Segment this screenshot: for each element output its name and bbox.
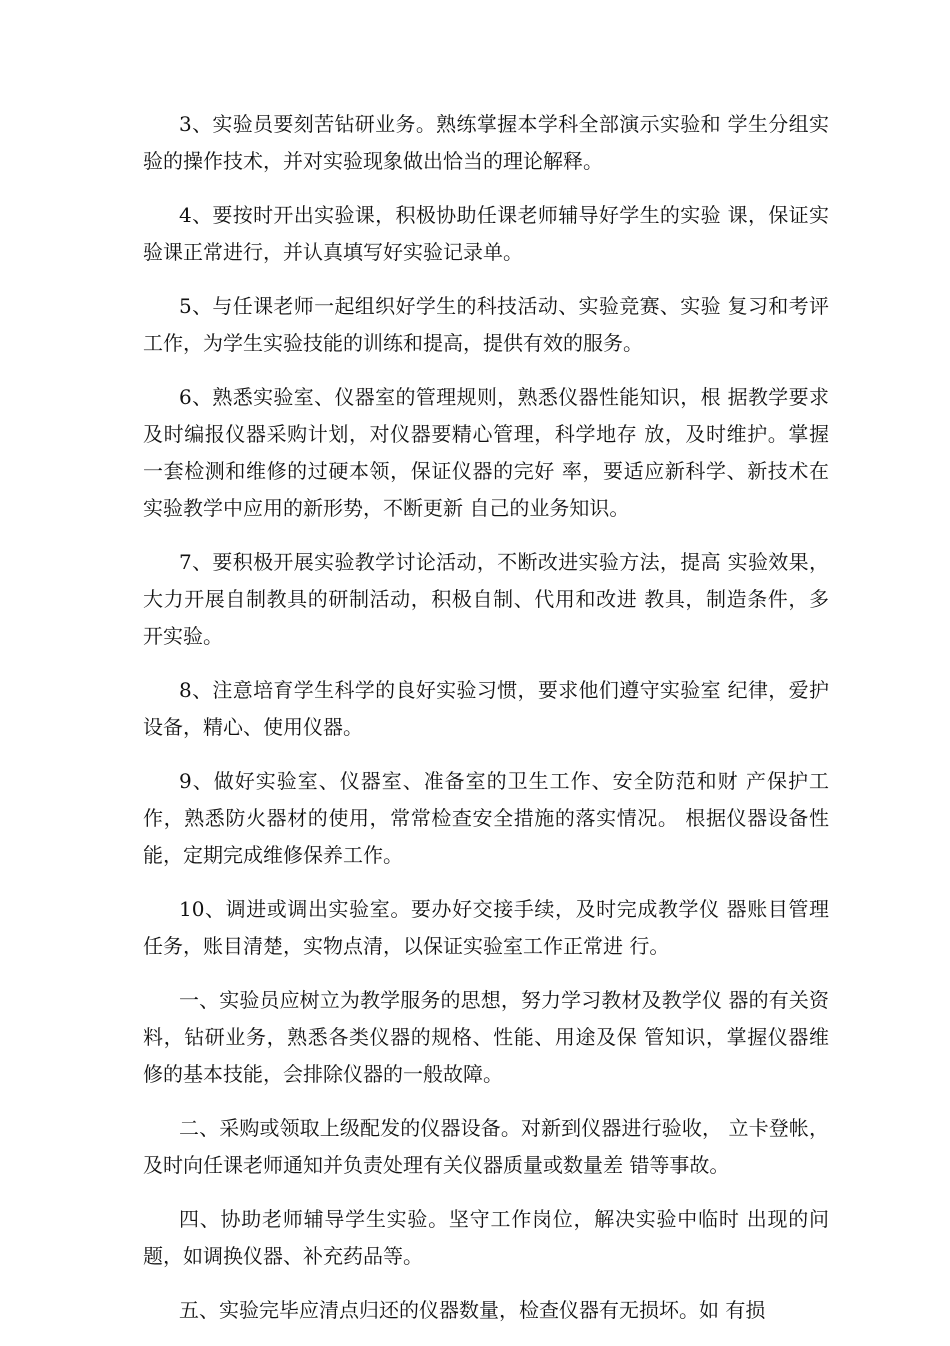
paragraph-item-9: 9、做好实验室、仪器室、准备室的卫生工作、安全防范和财 产保护工作，熟悉防火器材的使用，常常检查安全措施的落实情况。 根据仪器设备性能，定期完成维修保养工作。	[143, 769, 829, 867]
paragraph-section-1: 一、实验员应树立为教学服务的思想，努力学习教材及教学仪 器的有关资料，钻研业务，熟悉各类仪器的规格、性能、用途及保 管知识，掌握仪器维修的基本技能，会排除仪器的一般故障。	[143, 988, 829, 1086]
paragraph-item-3: 3、实验员要刻苦钻研业务。熟练掌握本学科全部演示实验和 学生分组实验的操作技术，并对实验现象做出恰当的理论解释。	[143, 112, 829, 173]
paragraph-item-8: 8、注意培育学生科学的良好实验习惯，要求他们遵守实验室 纪律，爱护设备，精心、使用仪器。	[143, 678, 829, 739]
document-body	[143, 106, 829, 1346]
paragraph-item-4: 4、要按时开出实验课，积极协助任课老师辅导好学生的实验 课，保证实验课正常进行，并认真填写好实验记录单。	[143, 203, 829, 264]
paragraph-item-6: 6、熟悉实验室、仪器室的管理规则，熟悉仪器性能知识，根 据教学要求及时编报仪器采购计划，对仪器要精心管理，科学地存 放，及时维护。掌握一套检测和维修的过硬本领，保证仪器的完好 率，要适应新科学、新技术在实验教学中应用的新形势，不断更新 自己的业务知识。	[143, 385, 829, 520]
paragraph-item-10: 10、调进或调出实验室。要办好交接手续，及时完成教学仪 器账目管理任务，账目清楚，实物点清，以保证实验室工作正常进 行。	[143, 897, 829, 958]
paragraph-item-5: 5、与任课老师一起组织好学生的科技活动、实验竞赛、实验 复习和考评工作，为学生实验技能的训练和提高，提供有效的服务。	[143, 294, 829, 355]
paragraph-item-7: 7、要积极开展实验教学讨论活动，不断改进实验方法，提高 实验效果，大力开展自制教具的研制活动，积极自制、代用和改进 教具，制造条件，多开实验。	[143, 550, 829, 648]
paragraph-section-4: 四、协助老师辅导学生实验。坚守工作岗位，解决实验中临时 出现的问题，如调换仪器、补充药品等。	[143, 1207, 829, 1268]
paragraph-section-2: 二、采购或领取上级配发的仪器设备。对新到仪器进行验收， 立卡登帐，及时向任课老师通知并负责处理有关仪器质量或数量差 错等事故。	[143, 1116, 829, 1177]
paragraph-section-5: 五、实验完毕应清点归还的仪器数量，检查仪器有无损坏。如 有损	[179, 1298, 766, 1322]
